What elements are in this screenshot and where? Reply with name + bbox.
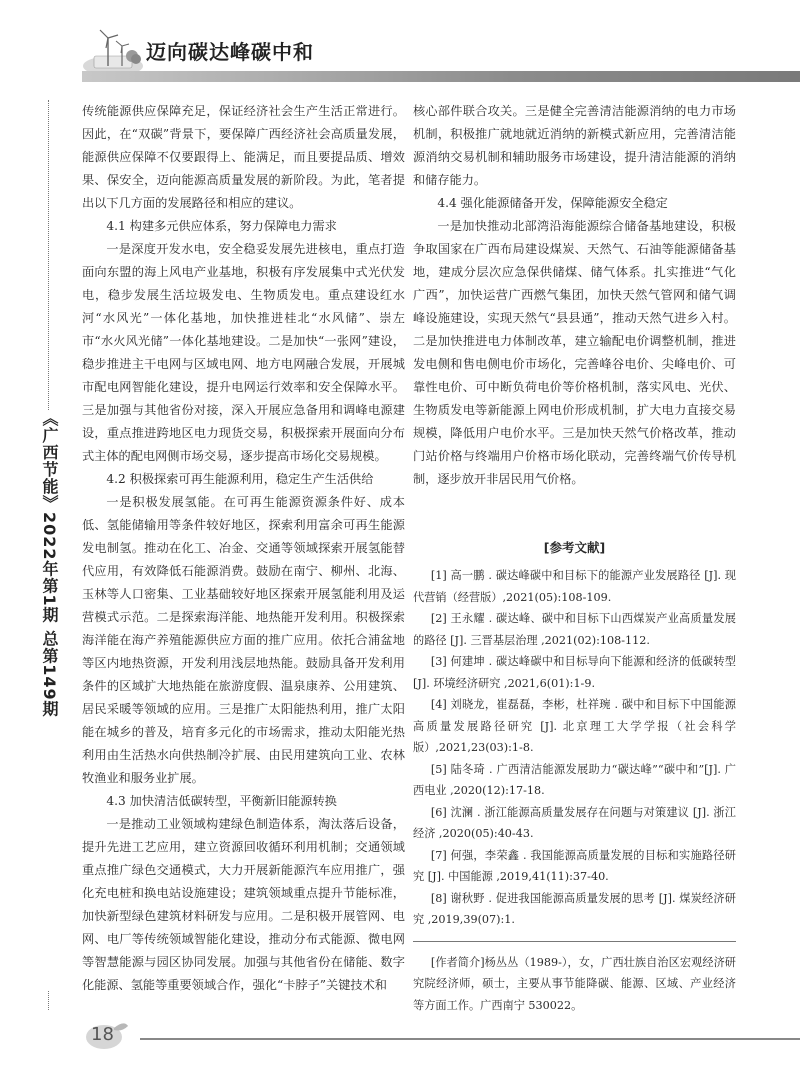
- reference-item: [5] 陆冬琦 . 广西清洁能源发展助力“碳达峰”“碳中和”[J]. 广西电业 ,2020(12):17-18.: [413, 762, 736, 797]
- reference-item: [8] 谢秋野 . 促进我国能源高质量发展的思考 [J]. 煤炭经济研究 ,2019,39(07):1.: [413, 891, 736, 926]
- right-column: [413, 100, 736, 1016]
- page-header: [0, 0, 800, 80]
- body-paragraph: 一是加快推动北部湾沿海能源综合储备基地建设，积极争取国家在广西布局建设煤炭、天然气、石油等能源储备基地，建成分层次应急保供储煤、储气体系。扎实推进“气化广西”，加快运营广西燃气集团，加快天然气管网和储气调峰设施建设，实现天然气“县县通”，推动天然气进乡入村。二是加快推进电力体制改革，建立输配电价调整机制，推进发电侧和售电侧电价市场化，完善峰谷电价、尖峰电价、可靠性电价、可中断负荷电价等价格机制，落实风电、光伏、生物质发电等新能源上网电价形成机制，扩大电力直接交易规模，降低用户电价水平。三是加快天然气价格改革，推动门站价格与终端用户价格市场化联动，完善终端气价传导机制，逐步放开非居民用气价格。: [413, 219, 736, 486]
- reference-item: [7] 何强，李荣鑫 . 我国能源高质量发展的目标和实施路径研究 [J]. 中国能源 ,2019,41(11):37-40.: [413, 848, 736, 883]
- body-paragraph: 核心部件联合攻关。三是健全完善清洁能源消纳的电力市场机制，积极推广就地就近消纳的新模式新应用，完善清洁能源消纳交易机制和辅助服务市场建设，提升清洁能源的消纳和储存能力。: [413, 104, 736, 187]
- header-divider-bar: [82, 71, 800, 82]
- references-title: [参考文献]: [543, 540, 606, 555]
- references-list: [413, 565, 736, 931]
- journal-issue-label: 《广西节能》2022年第1期 总第149期: [40, 410, 59, 718]
- footer-rule: [140, 1038, 800, 1040]
- body-paragraph: 一是推动工业领域构建绿色制造体系，淘汰落后设备，提升先进工艺应用，建立资源回收循环利用机制；交通领域重点推广绿色交通模式，大力开展新能源汽车应用推广，强化充电桩和换电站设施建设；建筑领域重点提升节能标准，加快新型绿色建筑材料研发与应用。二是积极开展管网、电网、电厂等传统领域智能化建设，推动分布式能源、微电网等智慧能源与园区协同发展。加强与其他省份在储能、数字化能源、氢能等重要领域合作，强化“卡脖子”关键技术和: [82, 817, 405, 992]
- body-paragraph: 一是深度开发水电，安全稳妥发展先进核电，重点打造面向东盟的海上风电产业基地，积极有序发展集中式光伏发电，稳步发展生活垃圾发电、生物质发电。重点建设红水河“水风光”一体化基地，加快推进桂北“水风储”、崇左市“水火风光储”一体化基地建设。二是加快“一张网”建设，稳步推进主干电网与区域电网、地方电网融合发展，开展城市配电网智能化建设，提升电网运行效率和安全保障水平。三是加强与其他省份对接，深入开展应急备用和调峰电源建设，重点推进跨地区电力现货交易，积极探索开展面向分布式主体的配电网侧市场交易，逐步提高市场化交易规模。: [82, 242, 405, 463]
- journal-sidebar: [34, 410, 64, 990]
- reference-item: [2] 王永耀 . 碳达峰、碳中和目标下山西煤炭产业高质量发展的路径 [J]. 三晋基层治理 ,2021(02):108-112.: [413, 612, 736, 647]
- left-column: [82, 100, 405, 997]
- reference-item: [6] 沈澜 . 浙江能源高质量发展存在问题与对策建议 [J]. 浙江经济 ,2020(05):40-43.: [413, 805, 736, 840]
- reference-item: [3] 何建坤 . 碳达峰碳中和目标导向下能源和经济的低碳转型 [J]. 环境经济研究 ,2021,6(01):1-9.: [413, 655, 736, 690]
- reference-item: [1] 高一鹏 . 碳达峰碳中和目标下的能源产业发展路径 [J]. 现代营销（经营版）,2021(05):108-109.: [413, 569, 736, 604]
- page-header-title: 迈向碳达峰碳中和: [146, 40, 314, 64]
- right-column-body: [413, 100, 736, 491]
- section-subheading: 4.3 加快清洁低碳转型，平衡新旧能源转换: [106, 794, 337, 808]
- reference-item: [4] 刘晓龙，崔磊磊，李彬，杜祥琬 . 碳中和目标下中国能源高质量发展路径研究 [J]. 北京理工大学学报（社会科学版）,2021,23(03):1-8.: [413, 698, 736, 754]
- body-paragraph: 一是积极发展氢能。在可再生能源资源条件好、成本低、氢能储输用等条件较好地区，探索利用富余可再生能源发电制氢。推动在化工、冶金、交通等领域探索开展氢能替代应用，有效降低石能源消费。鼓励在南宁、柳州、北海、玉林等人口密集、工业基础较好地区探索开展氢能利用及运营模式示范。二是探索海洋能、地热能开发利用。积极探索海洋能在海产养殖能源供应方面的推广应用。依托合浦盆地等区内地热资源，开发利用浅层地热能。鼓励具备开发利用条件的区域扩大地热能在旅游度假、温泉康养、公用建筑、居民采暖等领域的应用。三是推广太阳能热利用，推广太阳能在城乡的普及，培育多元化的市场需求，推动太阳能光热利用由生活热水向供热制冷扩展、由民用建筑向工业、农林牧渔业和服务业扩展。: [82, 495, 405, 785]
- wind-turbine-icon: [82, 26, 144, 76]
- section-subheading: 4.1 构建多元供应体系，努力保障电力需求: [106, 219, 337, 233]
- body-paragraph: 传统能源供应保障充足，保证经济社会生产生活正常进行。因此，在“双碳”背景下，要保障广西经济社会高质量发展，能源供应保障不仅要跟得上、能满足，而且要提品质、增效果、保安全，迈向能源高质量发展的新阶段。为此，笔者提出以下几方面的发展路径和相应的建议。: [82, 104, 405, 210]
- author-intro: [作者简介]杨丛丛（1989-），女，广西壮族自治区宏观经济研究院经济师，硕士，主要从事节能降碳、能源、区域、产业经济等方面工作。广西南宁 530022。: [413, 941, 736, 1017]
- page-number: 18: [91, 1024, 114, 1045]
- section-subheading: 4.2 积极探索可再生能源利用，稳定生产生活供给: [106, 472, 374, 486]
- section-subheading: 4.4 强化能源储备开发，保障能源安全稳定: [437, 196, 668, 210]
